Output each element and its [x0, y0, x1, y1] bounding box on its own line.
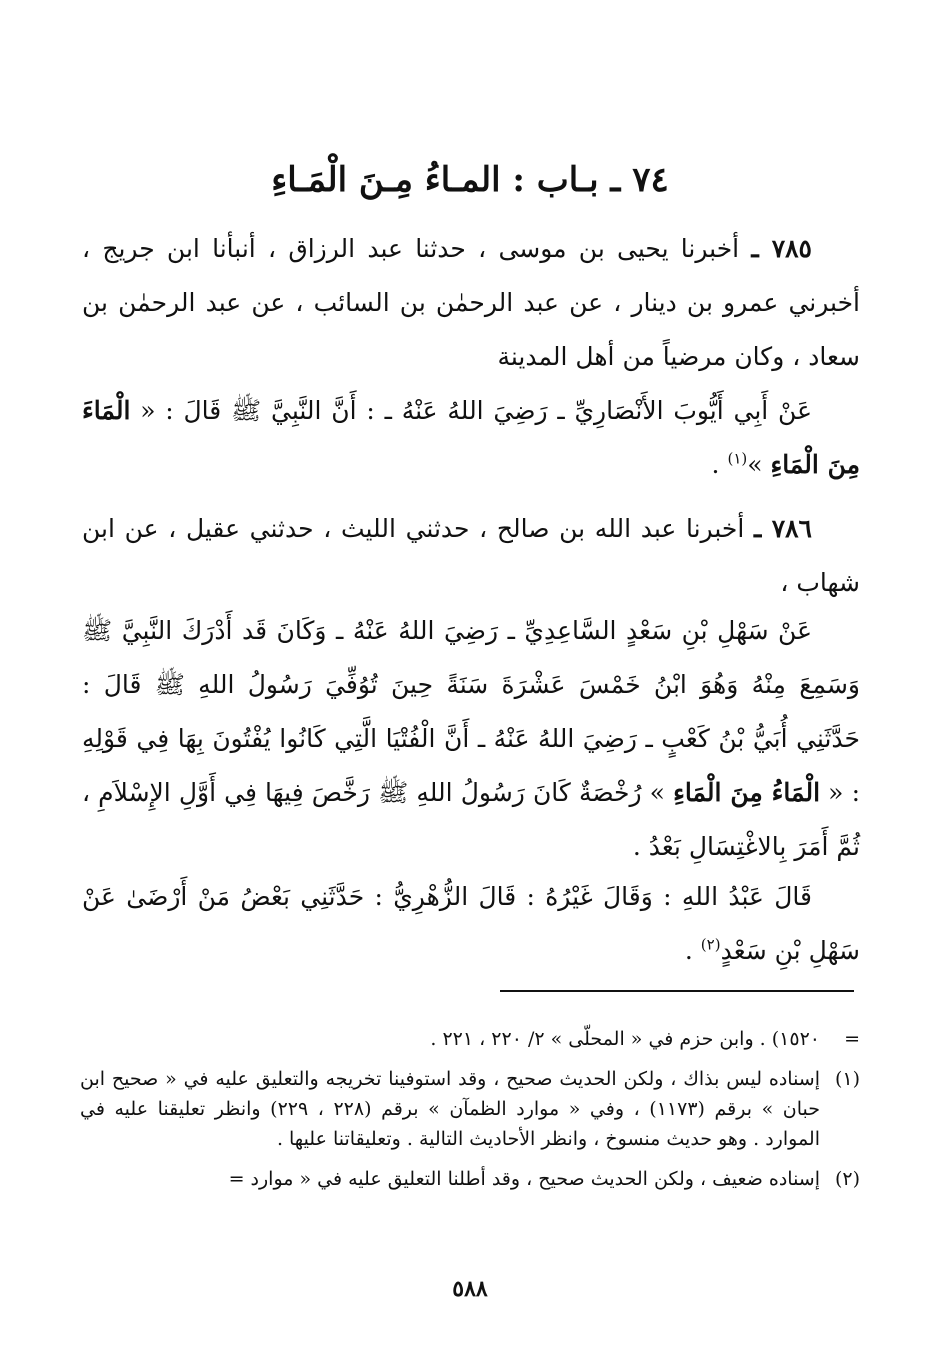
hadith-785-matn-close: »	[747, 450, 763, 479]
hadith-785-isnad	[82, 222, 860, 384]
footnote-ref-2[interactable]: (٢)	[700, 935, 721, 954]
hadith-786-number: ٧٨٦ ـ	[753, 514, 812, 543]
hadith-786-end: .	[684, 936, 701, 965]
hadith-785-end: .	[711, 450, 728, 479]
footnote-1	[80, 1064, 860, 1154]
footnote-2	[80, 1164, 860, 1194]
chapter-title: ٧٤ ـ بـاب : المـاءُ مِـنَ الْمَـاءِ	[271, 160, 669, 200]
footnote-divider	[500, 990, 854, 992]
footnote-text: إسناده ضعيف ، ولكن الحديث صحيح ، وقد أطلنا التعليق عليه في « موارد =	[228, 1168, 820, 1190]
footnote-text: إسناده ليس بذاك ، ولكن الحديث صحيح ، وقد استوفينا تخريجه والتعليق عليه في « صحيح ابن حبان » برقم (١١٧٣) ، وفي « موارد الظمآن » برقم (٢٢٨ ، ٢٢٩) وانظر تعليقنا عليه في الموارد . وهو حديث منسوخ ، وانظر الأحاديث التالية . وتعليقاتنا عليها .	[80, 1068, 820, 1150]
footnote-continuation	[80, 1024, 860, 1054]
footnote-marker: =	[844, 1028, 860, 1050]
hadith-786-matn	[82, 604, 860, 874]
page-number: ٥٨٨	[452, 1276, 488, 1302]
hadith-786-matn-quote: الْمَاءُ مِنَ الْمَاءِ	[673, 778, 821, 807]
hadith-785-isnad-text: أخبرنا يحيى بن موسى ، حدثنا عبد الرزاق ، أنبأنا ابن جريج ، أخبرني عمرو بن دينار ، عن عبد الرحمٰن بن السائب ، عن عبد الرحمٰن بن سعاد ، وكان مرضياً من أهل المدينة	[82, 234, 860, 371]
hadith-785-matn-quote: الْمَاءَ مِنَ الْمَاءِ	[82, 396, 860, 479]
footnote-text: ١٥٢٠) . وابن حزم في « المحلّى » ٢/ ٢٢٠ ، ٢٢١ .	[430, 1028, 820, 1050]
footnote-marker: (١)	[834, 1068, 860, 1090]
hadith-786-isnad-text: أخبرنا عبد الله بن صالح ، حدثني الليث ، حدثني عقيل ، عن ابن شهاب ،	[82, 514, 860, 597]
hadith-786-isnad	[82, 502, 860, 610]
hadith-786-note-text: قَالَ عَبْدُ اللهِ : وَقَالَ غَيْرُهُ : قَالَ الزُّهْرِيُّ : حَدَّثَنِي بَعْضُ مَنْ أَرْضَىٰ عَنْ سَهْلِ بْنِ سَعْدٍ	[82, 882, 860, 965]
hadith-785-number: ٧٨٥ ـ	[751, 234, 812, 263]
hadith-785-matn	[82, 384, 860, 492]
hadith-786-matn-text: عَنْ سَهْلِ بْنِ سَعْدٍ السَّاعِدِيِّ ـ رَضِيَ اللهُ عَنْهُ ـ وَكَانَ قَد أَدْرَكَ النَّبِيَّ ﷺ وَسَمِعَ مِنْهُ وَهُوَ ابْنُ خَمْسَ عَشْرَةَ سَنَةً حِينَ تُوُفِّيَ رَسُولُ اللهِ ﷺ قَالَ : حَدَّثَنِي أُبَيُّ بْنُ كَعْبٍ ـ رَضِيَ اللهُ عَنْهُ ـ أَنَّ الْفُتْيَا الَّتِي كَانُوا يُفْتُونَ بِهَا فِي قَوْلِهِ : «	[82, 616, 861, 807]
hadith-785-matn-text: عَنْ أَبِي أَيُّوبَ الأَنْصَارِيِّ ـ رَضِيَ اللهُ عَنْهُ ـ : أَنَّ النَّبِيَّ ﷺ قَالَ : «	[140, 396, 812, 425]
footnotes-section	[80, 1024, 860, 1194]
hadith-786-note	[82, 870, 860, 978]
hadith-786-matn-text-2: » رُخْصَةٌ كَانَ رَسُولُ اللهِ ﷺ رَخَّصَ فِيهَا فِي أَوَّلِ الإِسْلاَمِ ، ثُمَّ أَمَرَ بِالاغْتِسَالِ بَعْدُ .	[82, 778, 860, 861]
footnote-marker: (٢)	[834, 1168, 860, 1190]
footnote-ref-1[interactable]: (١)	[727, 449, 748, 468]
